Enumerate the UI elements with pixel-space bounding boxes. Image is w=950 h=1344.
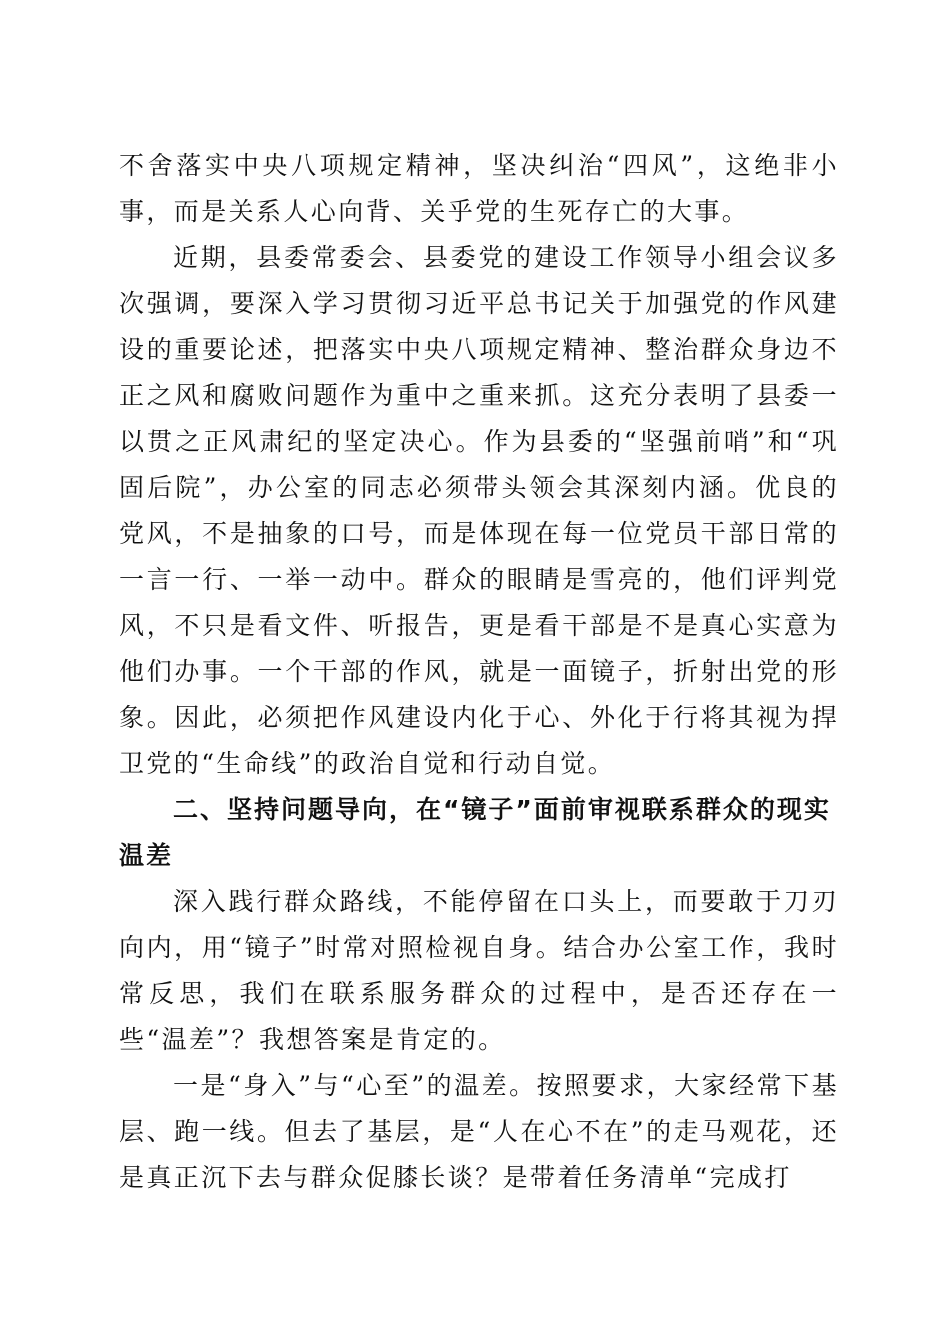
section-heading-2: 二、坚持问题导向，在“镜子”面前审视联系群众的现实温差 xyxy=(119,795,831,870)
paragraph-recent-meetings: 近期，县委常委会、县委党的建设工作领导小组会议多次强调，要深入学习贯彻习近平总书记关于加强党的作风建设的重要论述，把落实中央八项规定精神、整治群众身边不正之风和腐败问题作为重中之重来抓。这充分表明了县委一以贯之正风肃纪的坚定决心。作为县委的“坚强前哨”和“巩固后院”，办公室的同志必须带头领会其深刻内涵。优良的党风，不是抽象的口号，而是体现在每一位党员干部日常的一言一行、一举一动中。群众的眼睛是雪亮的，他们评判党风，不只是看文件、听报告，更是看干部是不是真心实意为他们办事。一个干部的作风，就是一面镜子，折射出党的形象。因此，必须把作风建设内化于心、外化于行将其视为捍卫党的“生命线”的政治自觉和行动自觉。 xyxy=(119,243,839,778)
paragraph-continuation: 不舍落实中央八项规定精神，坚决纠治“四风”，这绝非小事，而是关系人心向背、关乎党的生死存亡的大事。 xyxy=(119,151,839,226)
paragraph-mirror-reflection: 深入践行群众路线，不能停留在口头上，而要敢于刀刃向内，用“镜子”时常对照检视自身。结合办公室工作，我时常反思，我们在联系服务群众的过程中，是否还存在一些“温差”？我想答案是肯定的。 xyxy=(119,887,839,1054)
paragraph-first-gap: 一是“身入”与“心至”的温差。按照要求，大家经常下基层、跑一线。但去了基层，是“人在心不在”的走马观花，还是真正沉下去与群众促膝长谈？是带着任务清单“完成打 xyxy=(119,1071,839,1192)
document-body xyxy=(119,143,839,1201)
